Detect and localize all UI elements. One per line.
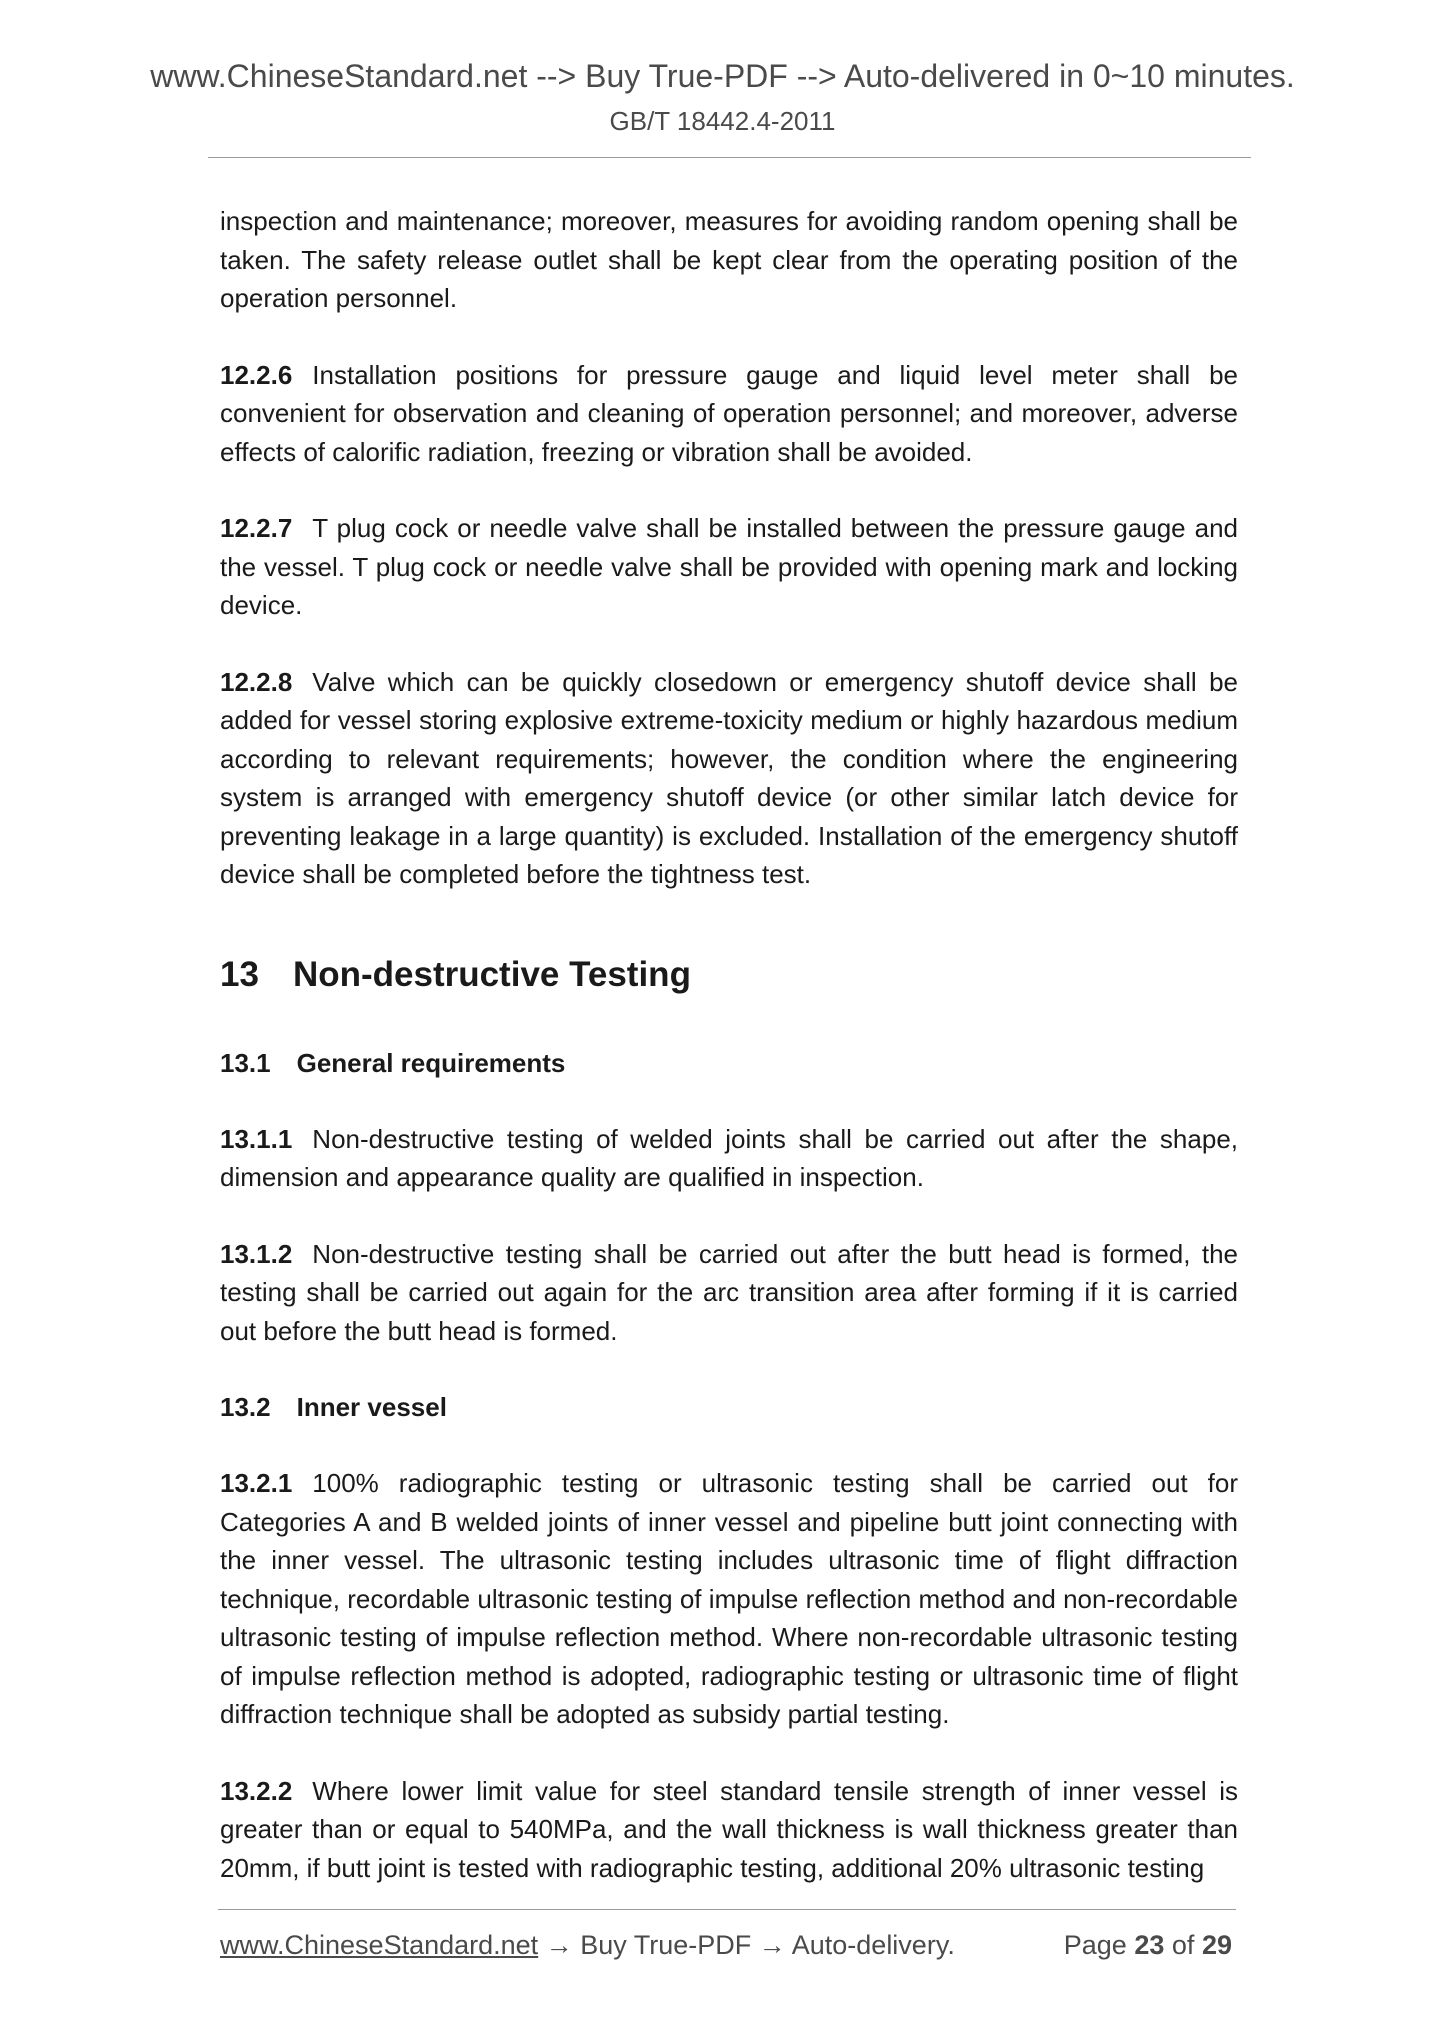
subsection-heading-13-1 bbox=[220, 1044, 1238, 1082]
clause-13-2-2 bbox=[220, 1772, 1238, 1888]
subsection-title: General requirements bbox=[296, 1047, 566, 1078]
footer-divider bbox=[218, 1909, 1236, 1910]
clause-12-2-7 bbox=[220, 509, 1238, 625]
clause-text: Valve which can be quickly closedown or emergency shutoff device shall be added for vessel storing explosive extreme-toxicity medium or highly hazardous medium according to relevant requirements; however, the condition where the engineering system is arranged with emergency shutoff device (or other similar latch device for preventing leakage in a large quantity) is excluded. Installation of the emergency shutoff device shall be completed before the tightness test. bbox=[220, 666, 1238, 889]
subsection-heading-13-2 bbox=[220, 1388, 1238, 1426]
subsection-number: 13.2 bbox=[220, 1392, 271, 1422]
clause-number: 12.2.6 bbox=[220, 359, 293, 390]
section-number: 13 bbox=[220, 954, 259, 994]
clause-number: 13.2.1 bbox=[220, 1468, 293, 1498]
clause-12-2-8 bbox=[220, 663, 1238, 894]
clause-text: 100% radiographic testing or ultrasonic testing shall be carried out for Categories A and B welded joints of inner vessel and pipeline butt joint connecting with the inner vessel. The ultrasonic testing includes ultrasonic time of flight diffraction technique, recordable ultrasonic testing of impulse reflection method and non-recordable ultrasonic testing of impulse reflection method. Where non-recordable ultrasonic testing of impulse reflection method is adopted, radiographic testing or ultrasonic time of flight diffraction technique shall be adopted as subsidy partial testing. bbox=[220, 1468, 1238, 1729]
clause-13-2-1 bbox=[220, 1464, 1238, 1734]
footer-site-link[interactable]: www.ChineseStandard.net bbox=[220, 1930, 539, 1960]
page-number: 23 bbox=[1134, 1930, 1165, 1960]
header-divider bbox=[208, 157, 1251, 158]
section-title: Non-destructive Testing bbox=[292, 954, 691, 994]
clause-number: 13.1.2 bbox=[220, 1238, 293, 1269]
clause-text: Installation positions for pressure gauge and liquid level meter shall be convenient for observation and cleaning of operation personnel; and moreover, adverse effects of calorific radiation, freezing or vibration shall be avoided. bbox=[220, 359, 1238, 467]
paragraph: inspection and maintenance; moreover, measures for avoiding random opening shall be taken. The safety release outlet shall be kept clear from the operating position of the operation personnel. bbox=[220, 206, 1238, 313]
subsection-number: 13.1 bbox=[220, 1047, 271, 1078]
subsection-title: Inner vessel bbox=[296, 1392, 447, 1422]
footer-left bbox=[220, 1928, 955, 1962]
clause-number: 13.1.1 bbox=[220, 1123, 293, 1154]
clause-text: Where lower limit value for steel standard tensile strength of inner vessel is greater than or equal to 540MPa, and the wall thickness is wall thickness greater than 20mm, if butt joint is tested with radiographic testing, additional 20% ultrasonic testing bbox=[220, 1775, 1238, 1883]
header-banner: www.ChineseStandard.net --> Buy True-PDF --> Auto-delivered in 0~10 minutes. bbox=[150, 58, 1295, 94]
clause-text: T plug cock or needle valve shall be installed between the pressure gauge and the vessel. T plug cock or needle valve shall be provided with opening mark and locking device. bbox=[220, 513, 1238, 620]
page-label: Page bbox=[1063, 1930, 1127, 1960]
clause-number: 13.2.2 bbox=[220, 1775, 293, 1806]
section-heading-13 bbox=[220, 954, 1238, 996]
of-label: of bbox=[1171, 1930, 1195, 1960]
clause-13-1-1 bbox=[220, 1120, 1238, 1197]
clause-text: Non-destructive testing of welded joints shall be carried out after the shape, dimension and appearance quality are qualified in inspection. bbox=[220, 1123, 1238, 1192]
clause-text: Non-destructive testing shall be carried out after the butt head is formed, the testing shall be carried out again for the arc transition area after forming if it is carried out before the butt head is formed. bbox=[220, 1238, 1238, 1346]
page-content bbox=[220, 202, 1238, 1925]
standard-number: GB/T 18442.4-2011 bbox=[609, 106, 836, 136]
clause-13-1-2 bbox=[220, 1235, 1238, 1351]
footer-tagline: → Buy True-PDF → Auto-delivery. bbox=[538, 1930, 955, 1960]
clause-number: 12.2.8 bbox=[220, 666, 293, 697]
clause-number: 12.2.7 bbox=[220, 513, 293, 543]
clause-12-2-6 bbox=[220, 356, 1238, 472]
page-indicator bbox=[1064, 1928, 1232, 1962]
page-total: 29 bbox=[1201, 1930, 1232, 1960]
